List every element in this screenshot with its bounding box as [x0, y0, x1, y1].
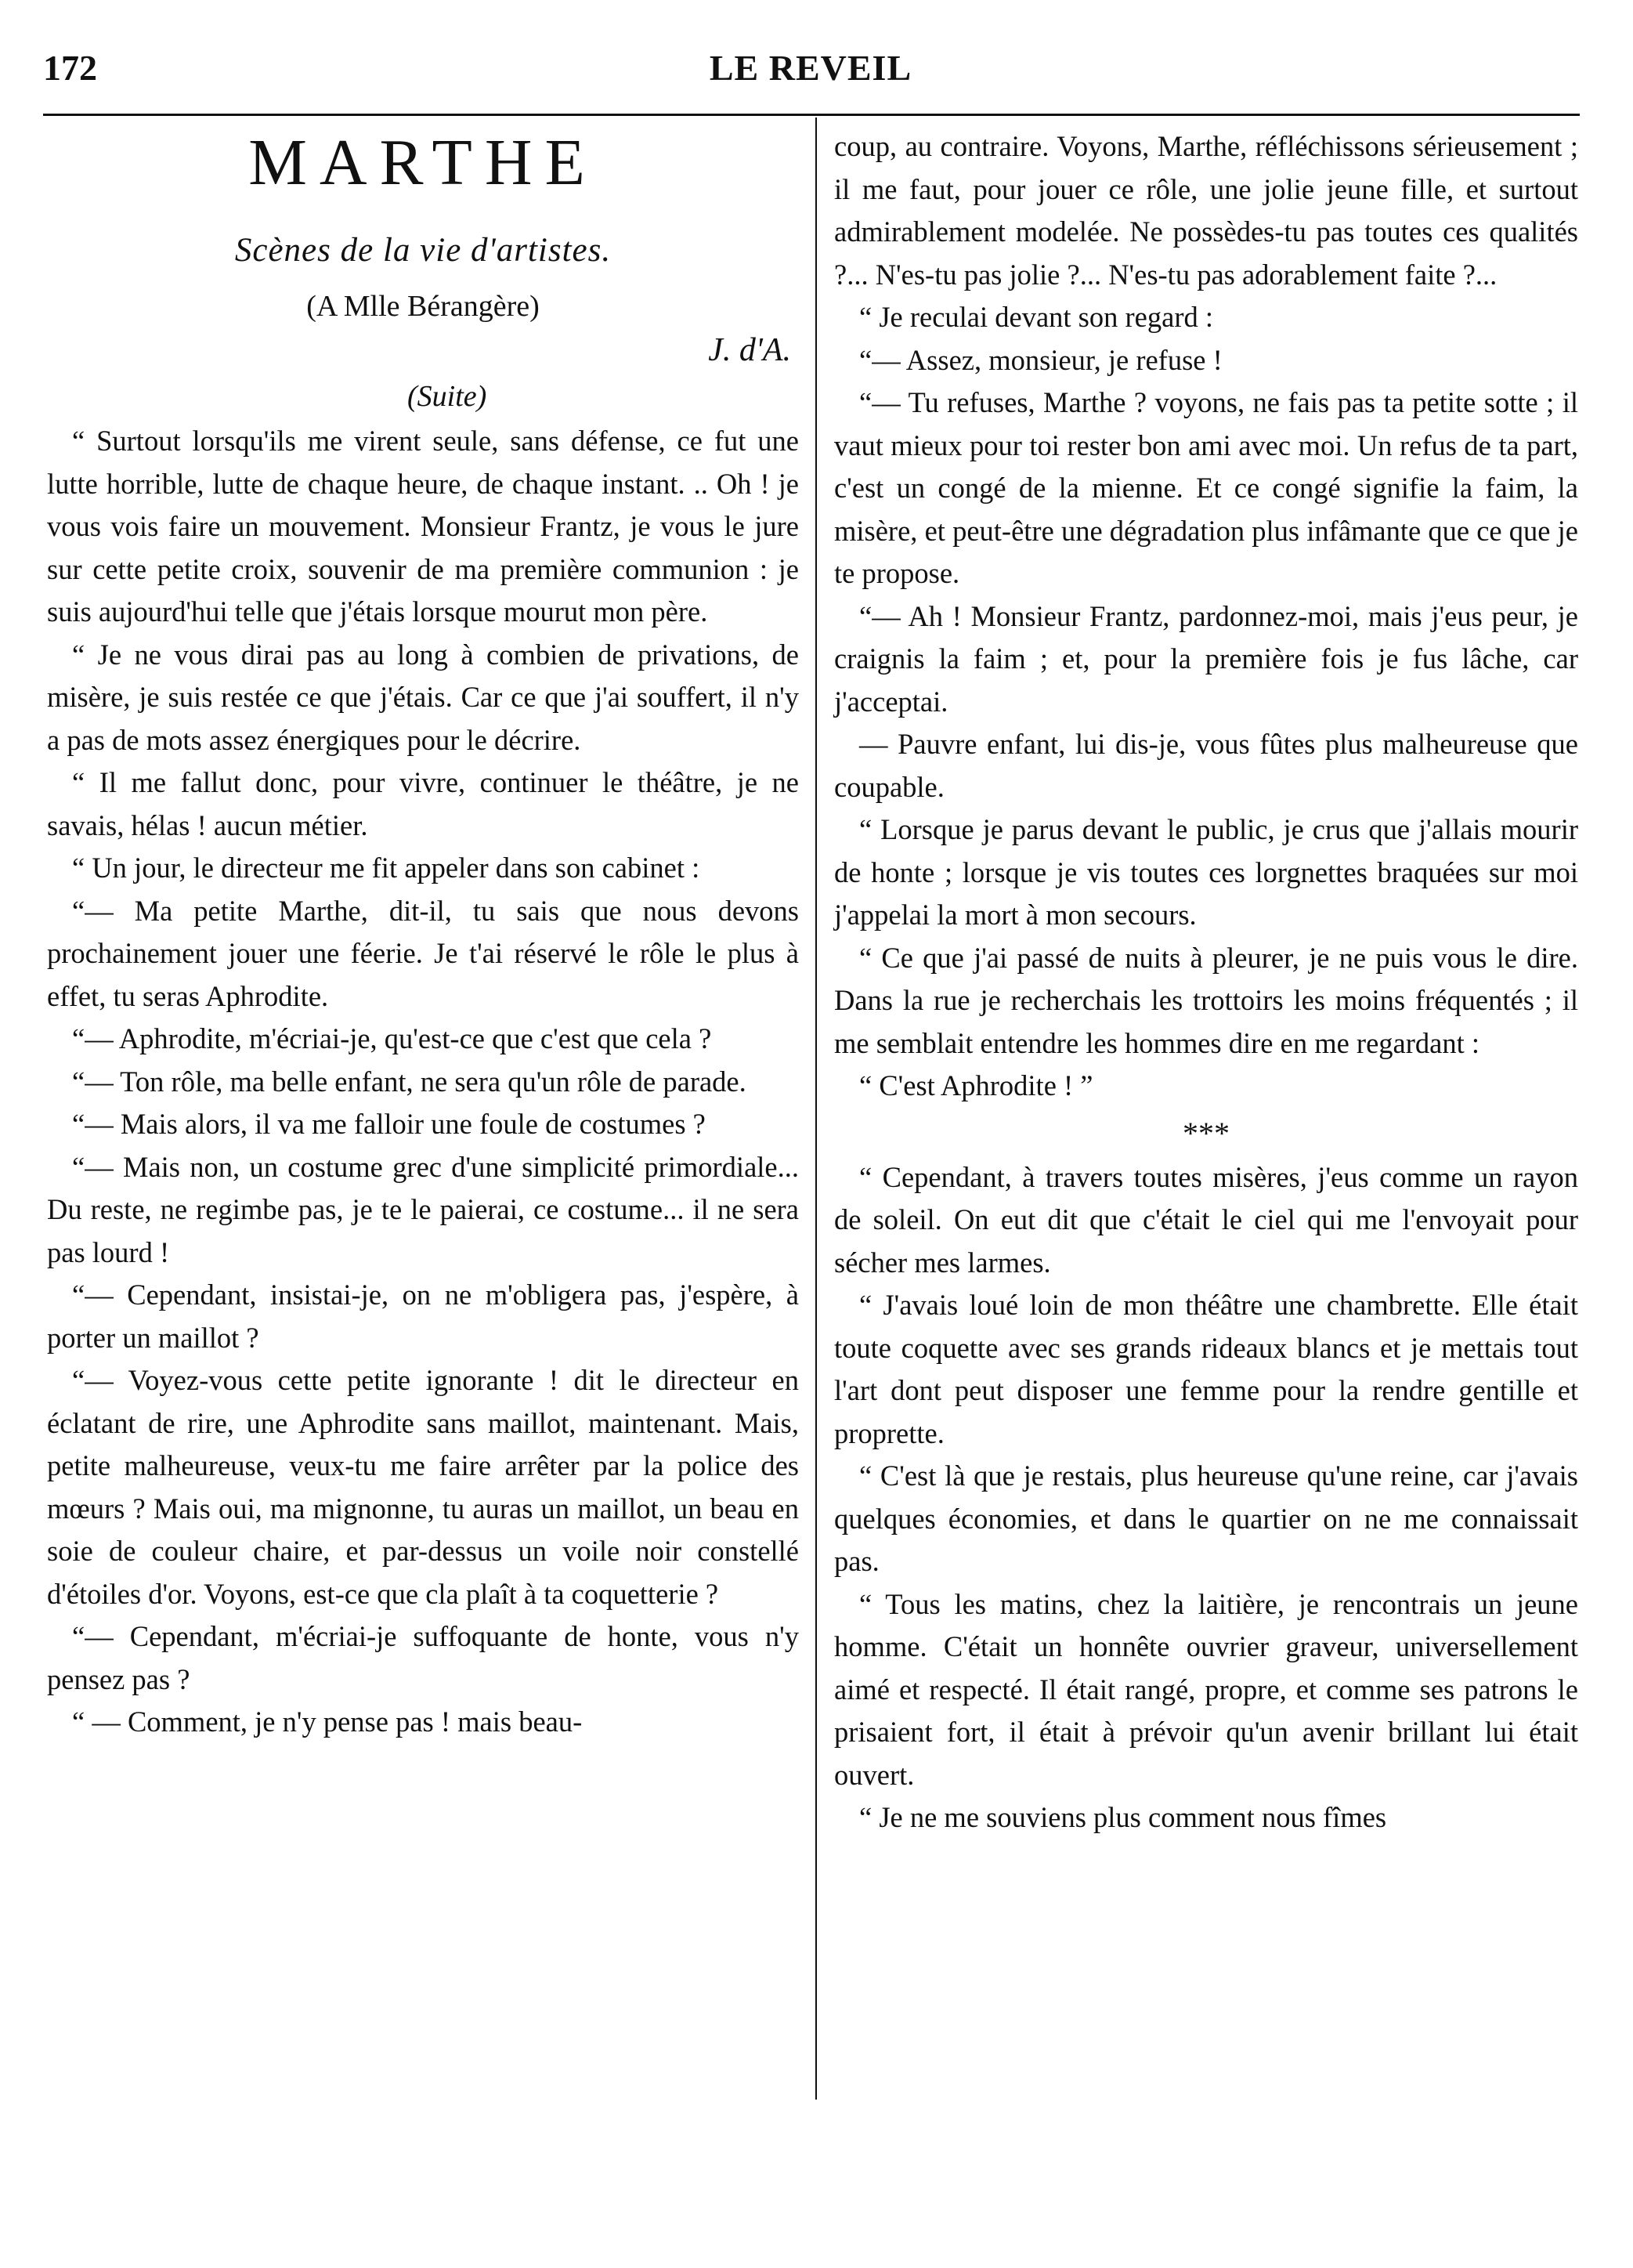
paragraph: “— Ma petite Marthe, dit-il, tu sais que nous devons prochainement jouer une féerie. Je t'ai réservé le rôle le plus à effet, tu seras Aphrodite.: [47, 894, 799, 1012]
paragraph: “— Assez, monsieur, je refuse !: [859, 343, 1223, 376]
paragraph: “ — Comment, je n'y pense pas ! mais beau-: [72, 1706, 583, 1738]
article-title: MARTHE: [248, 126, 598, 199]
paragraph: “ Je reculai devant son regard :: [859, 301, 1213, 333]
paragraph: “ C'est Aphrodite ! ”: [859, 1069, 1093, 1101]
paragraph: “ Surtout lorsqu'ils me virent seule, sans défense, ce fut une lutte horrible, lutte de chaque heure, de chaque instant. .. Oh ! je vous vois faire un mouvement. Monsieur Frantz, je vous le jure sur cette petite croix, souvenir de ma première communion : je suis aujourd'hui telle que j'étais lorsque mourut mon père.: [47, 425, 799, 628]
paragraph: “ Je ne vous dirai pas au long à combien de privations, de misère, je suis restée ce que j'étais. Car ce que j'ai souffert, il n'y a pas de mots assez énergiques pour le décrire.: [47, 638, 799, 756]
paragraph: “— Tu refuses, Marthe ? voyons, ne fais pas ta petite sotte ; il vaut mieux pour toi rester bon ami avec moi. Un refus de ta part, c'est un congé de la mienne. Et ce congé signifie la faim, la misère, et peut-être une dégradation plus infâmante que ce que je te propose.: [834, 386, 1578, 589]
paragraph: “ C'est là que je restais, plus heureuse qu'une reine, car j'avais quelques économies, et dans le quartier on ne me connaissait pas.: [834, 1460, 1578, 1577]
paragraph: “ Cependant, à travers toutes misères, j'eus comme un rayon de soleil. On eut dit que c'était le ciel qui me l'envoyait pour sécher mes larmes.: [834, 1160, 1578, 1279]
article-subtitle: Scènes de la vie d'artistes.: [234, 232, 612, 269]
column-divider: [815, 118, 817, 2100]
paragraph: “ J'avais loué loin de mon théâtre une chambrette. Elle était toute coquette avec ses grands rideaux blancs et je mettais tout l'art dont peut disposer une femme pour la rendre gentille et proprette.: [834, 1289, 1578, 1449]
article-author: J. d'A.: [708, 332, 791, 368]
paragraph: “— Cependant, insistai-je, on ne m'obligera pas, j'espère, à porter un maillot ?: [47, 1279, 799, 1354]
paragraph: “— Ton rôle, ma belle enfant, ne sera qu'un rôle de parade.: [72, 1065, 746, 1098]
paragraph: “— Voyez-vous cette petite ignorante ! dit le directeur en éclatant de rire, une Aphrodite sans maillot, maintenant. Mais, petite malheureuse, veux-tu me faire arrêter par la police des mœurs ? Mais oui, ma mignonne, tu auras un maillot, un beau en soie de couleur chaire, et par-dessus un voile noir constellé d'étoiles d'or. Voyons, est-ce que cla plaît à ta coquetterie ?: [47, 1364, 799, 1610]
paragraph: “— Aphrodite, m'écriai-je, qu'est-ce que c'est que cela ?: [72, 1022, 712, 1054]
section-break-asterism: ***: [1183, 1115, 1230, 1151]
running-head: [43, 47, 1578, 94]
paragraph: “ Ce que j'ai passé de nuits à pleurer, je ne puis vous le dire. Dans la rue je recherchais les trottoirs les moins fréquentés ; il me semblait entendre les hommes dire en me regardant :: [834, 941, 1578, 1059]
page-number: 172: [43, 48, 97, 88]
continued-label: (Suite): [407, 380, 487, 413]
paragraph: “ Je ne me souviens plus comment nous fîmes: [859, 1801, 1387, 1833]
paragraph: “ Lorsque je parus devant le public, je crus que j'allais mourir de honte ; lorsque je vis toutes ces lorgnettes braquées sur moi j'appelai la mort à mon secours.: [834, 813, 1578, 931]
paragraph: — Pauvre enfant, lui dis-je, vous fûtes plus malheureuse que coupable.: [834, 728, 1578, 803]
paragraph: “ Tous les matins, chez la laitière, je rencontrais un jeune homme. C'était un honnête ouvrier graveur, universellement aimé et respecté. Il était rangé, propre, et comme ses patrons le prisaient fort, il était à prévoir qu'un avenir brillant lui était ouvert.: [834, 1587, 1578, 1791]
paragraph: “ Il me fallut donc, pour vivre, continuer le théâtre, je ne savais, hélas ! aucun métier.: [47, 766, 799, 841]
journal-title: LE REVEIL: [709, 48, 912, 88]
left-column: [47, 125, 799, 1744]
article-dedication: (A Mlle Bérangère): [306, 290, 540, 323]
paragraph: “— Mais alors, il va me falloir une foule de costumes ?: [72, 1108, 706, 1140]
paragraph: “— Cependant, m'écriai-je suffoquante de honte, vous n'y pensez pas ?: [47, 1620, 799, 1695]
paragraph: “— Ah ! Monsieur Frantz, pardonnez-moi, mais j'eus peur, je craignis la faim ; et, pour la première fois je fus lâche, car j'acceptai.: [834, 599, 1578, 718]
paragraph: “— Mais non, un costume grec d'une simplicité primordiale... Du reste, ne regimbe pas, je te le paierai, ce costume... il ne sera pas lourd !: [47, 1150, 799, 1268]
right-column: [834, 125, 1578, 1839]
paragraph: “ Un jour, le directeur me fit appeler dans son cabinet :: [72, 852, 700, 884]
header-rule: [43, 114, 1580, 116]
paragraph-continued: coup, au contraire. Voyons, Marthe, réfléchissons sérieusement ; il me faut, pour jouer ce rôle, une jolie jeune fille, et surtout admirablement modelée. Ne possèdes-tu pas toutes ces qualités ?... N'es-tu pas jolie ?... N'es-tu pas adorablement faite ?...: [834, 130, 1578, 291]
